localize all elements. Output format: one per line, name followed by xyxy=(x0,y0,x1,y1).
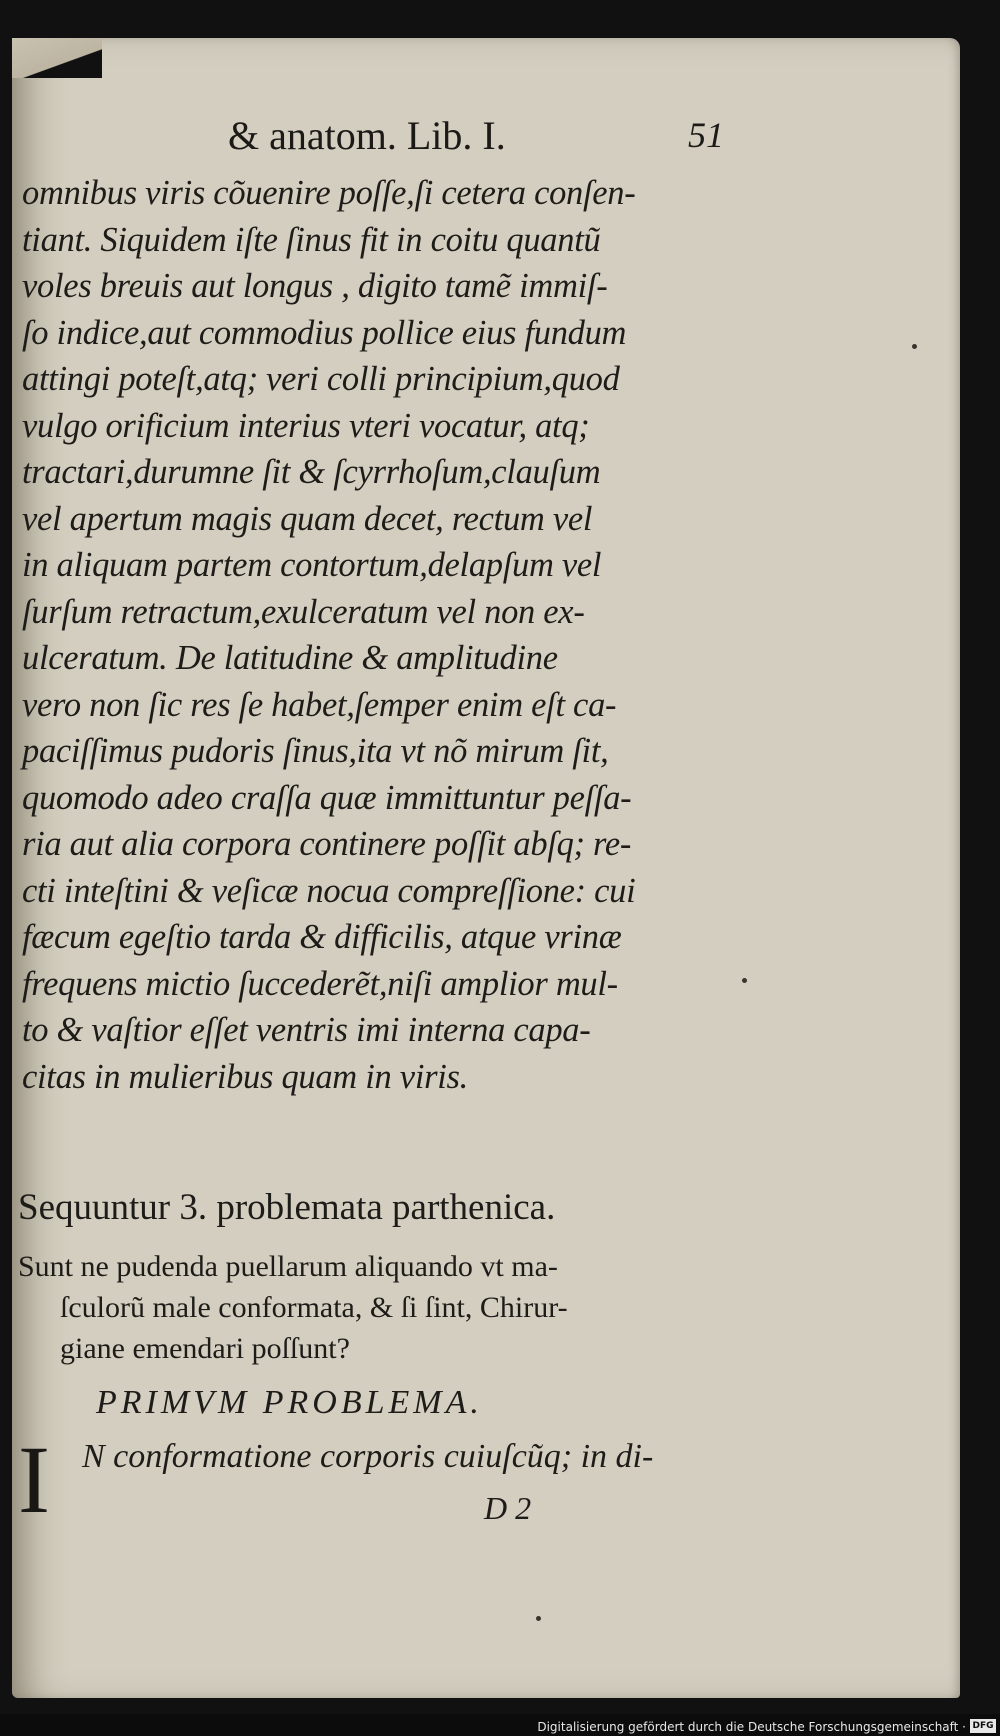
text-line: omnibus viris cõuenire poſſe,ſi cetera conſen- xyxy=(22,174,636,212)
text-line: in aliquam partem contortum,delapſum vel xyxy=(22,546,602,584)
text-line: tiant. Siquidem iſte ſinus fit in coitu quantũ xyxy=(22,220,601,259)
ink-speck xyxy=(536,1616,541,1621)
ink-speck xyxy=(742,978,747,983)
section-heading: Sequuntur 3. problemata parthenica. xyxy=(18,1187,556,1228)
page-number: 51 xyxy=(688,115,724,155)
text-line: citas in mulieribus quam in viris. xyxy=(22,1057,468,1096)
text-line: attingi poteſt,atq; veri colli principium,quod xyxy=(22,360,620,398)
text-line: cti inteſtini & veſicæ nocua compreſſione: cui xyxy=(22,871,636,910)
digitization-footer xyxy=(0,1714,1000,1736)
problem-title: PRIMVM PROBLEMA. xyxy=(96,1384,483,1421)
digitization-credit: Digitalisierung gefördert durch die Deutsche Forschungsgemeinschaft · xyxy=(537,1720,966,1734)
text-line: frequens mictio ſuccederẽt,niſi amplior mul- xyxy=(22,964,618,1003)
signature-mark: D 2 xyxy=(484,1490,532,1526)
page-header xyxy=(0,112,1000,162)
text-line: vel apertum magis quam decet, rectum vel xyxy=(22,499,593,538)
text-line: ſo indice,aut commodius pollice eius fundum xyxy=(22,313,627,352)
first-line-after-initial: N conformatione corporis cuiuſcũq; in di- xyxy=(82,1438,654,1475)
text-line: to & vaſtior eſſet ventris imi interna capa- xyxy=(22,1011,591,1049)
text-line: quomodo adeo craſſa quæ immittuntur peſſa- xyxy=(22,778,632,817)
text-line: voles breuis aut longus , digito tamẽ immiſ- xyxy=(22,267,608,305)
text-line: vulgo orificium interius vteri vocatur, atq; xyxy=(22,406,590,445)
question-line: ſculorũ male conformata, & ſi ſint, Chirur- xyxy=(60,1291,568,1324)
question-line: giane emendari poſſunt? xyxy=(60,1332,350,1365)
dfg-logo-icon: DFG xyxy=(970,1719,996,1733)
drop-cap-initial: I xyxy=(18,1426,50,1533)
body-text xyxy=(22,170,722,1100)
text-line: ſurſum retractum,exulceratum vel non ex- xyxy=(22,592,585,631)
text-line: fæcum egeſtio tarda & difficilis, atque vrinæ xyxy=(22,918,622,956)
question-block xyxy=(18,1246,718,1369)
text-line: ria aut alia corpora continere poſſit abſq; re- xyxy=(22,825,632,863)
question-line: Sunt ne pudenda puellarum aliquando vt ma- xyxy=(18,1250,558,1283)
ink-speck xyxy=(912,344,917,349)
text-line: paciſſimus pudoris ſinus,ita vt nõ mirum ſit, xyxy=(22,732,609,770)
running-head: & anatom. Lib. I. xyxy=(228,113,506,158)
text-line: ulceratum. De latitudine & amplitudine xyxy=(22,639,558,677)
folded-page-corner xyxy=(12,38,102,78)
text-line: tractari,durumne ſit & ſcyrrhoſum,clauſum xyxy=(22,453,601,491)
text-line: vero non ſic res ſe habet,ſemper enim eſt ca- xyxy=(22,685,617,724)
